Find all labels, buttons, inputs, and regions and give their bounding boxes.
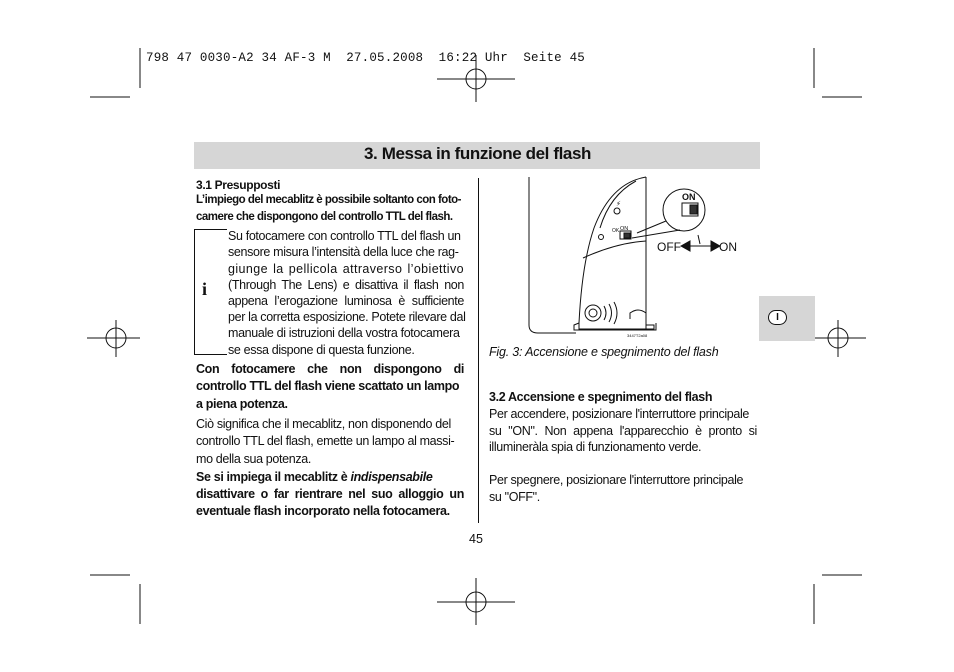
registration-target-bottom (437, 578, 515, 625)
warning-emphasis: indispensabile (350, 470, 433, 484)
normal-line-3: mo della sua potenza. (196, 452, 311, 466)
info-line-6: per la corretta esposizione. Potete rilevare dal (228, 310, 466, 324)
subheading-presupposti: 3.1 Presupposti (196, 178, 281, 192)
info-line-4: (Through The Lens) e disattiva il flash non (228, 278, 464, 292)
para1-line-2: su "ON". Non appena l'apparecchio è pronto si (489, 424, 757, 438)
info-line-1: Su fotocamere con controllo TTL del flash un (228, 229, 461, 243)
normal-line-2: controllo TTL del flash, emette un lampo al massi- (196, 434, 455, 448)
info-line-5: appena l’erogazione luminosa è sufficiente (228, 294, 464, 308)
svg-text:⚡: ⚡ (616, 200, 621, 208)
normal-line-1: Ciò significa che il mecablitz, non disponendo del (196, 417, 451, 431)
column-divider (478, 178, 479, 523)
off-label: OFF (657, 240, 681, 254)
para1-line-1: Per accendere, posizionare l'interruttore principale (489, 407, 750, 421)
subheading-accensione: 3.2 Accensione e spegnimento del flash (489, 390, 713, 404)
warning-line-3: eventuale flash incorporato nella fotocamera. (196, 504, 450, 518)
bold-line-3: a piena potenza. (196, 397, 288, 411)
info-line-7: manuale di istruzioni della vostra fotocamera (228, 326, 460, 340)
registration-target-left (87, 320, 140, 357)
info-box-frame (194, 229, 227, 355)
warning-line-2: disattivare o far rientrare nel suo alloggio un (196, 487, 464, 501)
flash-unit-diagram (516, 173, 758, 345)
figure-caption: Fig. 3: Accensione e spegnimento del flash (489, 345, 719, 359)
part-code: 3447T2a08 (627, 333, 648, 338)
ok-indicator-label: OK (612, 228, 620, 234)
zoom-switch-on-label: ON (682, 192, 696, 202)
page-number: 45 (469, 532, 483, 546)
intro-line-1: L’impiego del mecablitz è possibile soltanto con foto- (196, 194, 462, 206)
bold-line-1: Con fotocamere che non dispongono di (196, 362, 464, 376)
para2-line-2: su "OFF". (489, 490, 540, 504)
on-label: ON (719, 240, 737, 254)
para2-line-1: Per spegnere, posizionare l'interruttore principale (489, 473, 744, 487)
info-line-8: se essa dispone di questa funzione. (228, 343, 415, 357)
warning-line-1 (196, 469, 464, 486)
info-line-2: sensore misura l’intensità della luce che rag- (228, 245, 459, 259)
section-title: 3. Messa in funzione del flash (364, 144, 591, 163)
print-job-header: 798 47 0030-A2 34 AF-3 M 27.05.2008 16:22 Uhr Seite 45 (146, 51, 585, 65)
language-tab-label: I (768, 310, 787, 325)
warning-prefix: Se si impiega il mecablitz è (196, 470, 351, 484)
small-switch-on-label: ON (620, 226, 629, 232)
para1-line-3: illumineràla spia di funzionamento verde. (489, 440, 702, 454)
info-icon: i (202, 279, 208, 299)
bold-line-2: controllo TTL del flash viene scattato un lampo (196, 379, 460, 393)
registration-target-right (814, 320, 866, 357)
intro-line-2: camere che dispongono del controllo TTL del flash. (196, 211, 453, 223)
info-line-3: giunge la pellicola attraverso l’obiettivo (228, 262, 464, 276)
